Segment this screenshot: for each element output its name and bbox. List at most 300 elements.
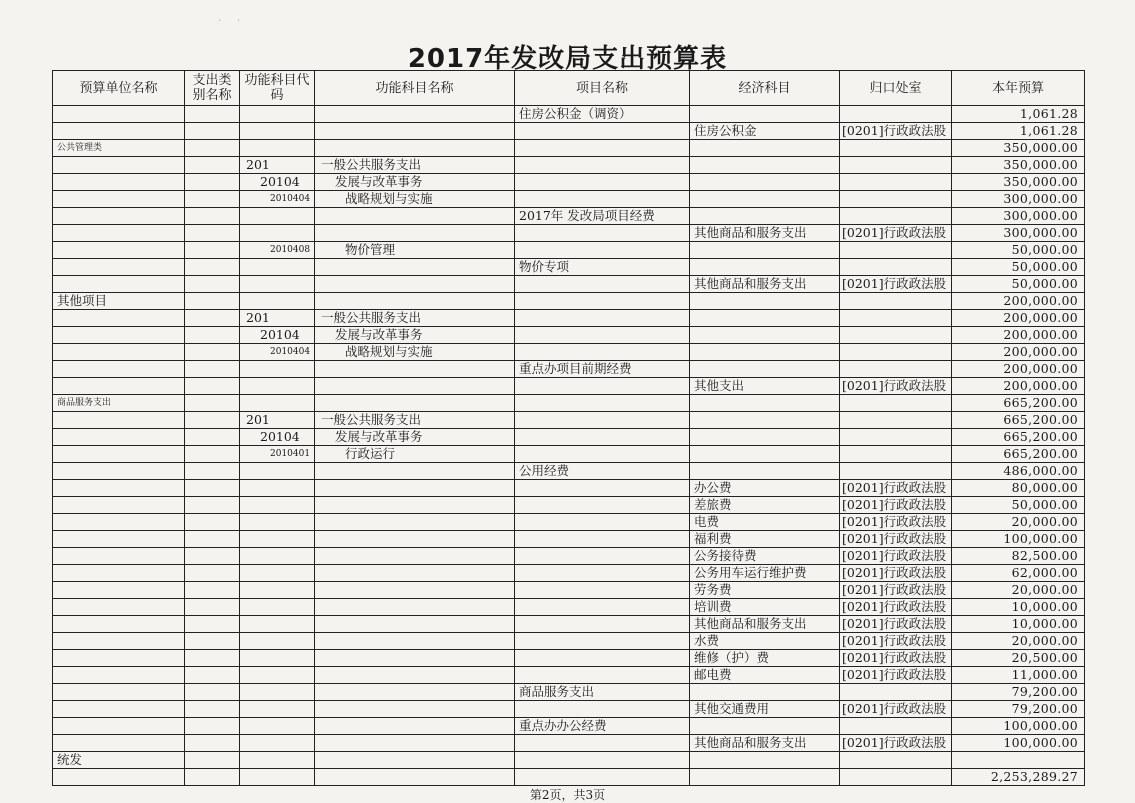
cell-unit: 商品服务支出 [53, 395, 185, 412]
cell-category [185, 429, 240, 446]
cell-unit [53, 616, 185, 633]
cell-budget: 350,000.00 [952, 140, 1085, 157]
cell-department [840, 412, 952, 429]
cell-budget: 300,000.00 [952, 191, 1085, 208]
cell-code: 2010401 [240, 446, 315, 463]
cell-project: 重点办项目前期经费 [515, 361, 690, 378]
cell-project [515, 429, 690, 446]
table-row [53, 650, 1085, 667]
cell-department: [0201]行政政法股 [840, 497, 952, 514]
table-row [53, 599, 1085, 616]
cell-category [185, 259, 240, 276]
cell-function-name [315, 548, 515, 565]
cell-unit [53, 276, 185, 293]
cell-department: [0201]行政政法股 [840, 565, 952, 582]
cell-function-name [315, 650, 515, 667]
cell-function-name [315, 106, 515, 123]
cell-category [185, 412, 240, 429]
cell-code [240, 752, 315, 769]
table-row [53, 497, 1085, 514]
cell-budget: 11,000.00 [952, 667, 1085, 684]
cell-unit [53, 446, 185, 463]
table-row [53, 429, 1085, 446]
cell-category [185, 361, 240, 378]
cell-code [240, 514, 315, 531]
cell-department: [0201]行政政法股 [840, 378, 952, 395]
cell-function-name [315, 599, 515, 616]
cell-category [185, 395, 240, 412]
cell-unit [53, 361, 185, 378]
cell-function-name [315, 123, 515, 140]
cell-code [240, 633, 315, 650]
cell-category [185, 735, 240, 752]
cell-unit [53, 174, 185, 191]
cell-code [240, 361, 315, 378]
cell-function-name [315, 395, 515, 412]
cell-code: 20104 [240, 327, 315, 344]
cell-unit [53, 684, 185, 701]
cell-code: 2010404 [240, 344, 315, 361]
col-header-budget: 本年预算 [952, 71, 1085, 106]
cell-unit [53, 242, 185, 259]
cell-category [185, 174, 240, 191]
cell-category [185, 531, 240, 548]
cell-budget: 100,000.00 [952, 531, 1085, 548]
cell-function-name [315, 735, 515, 752]
cell-unit: 统发 [53, 752, 185, 769]
cell-unit [53, 718, 185, 735]
cell-code [240, 378, 315, 395]
cell-economic [690, 412, 840, 429]
cell-code [240, 735, 315, 752]
table-row [53, 616, 1085, 633]
cell-code [240, 616, 315, 633]
cell-unit [53, 259, 185, 276]
cell-function-name: 发展与改革事务 [315, 429, 515, 446]
cell-unit [53, 497, 185, 514]
cell-code [240, 293, 315, 310]
table-row [53, 191, 1085, 208]
cell-unit [53, 191, 185, 208]
cell-function-name [315, 633, 515, 650]
cell-unit [53, 412, 185, 429]
cell-unit [53, 378, 185, 395]
cell-project [515, 514, 690, 531]
cell-function-name [315, 616, 515, 633]
cell-budget: 50,000.00 [952, 497, 1085, 514]
table-row [53, 361, 1085, 378]
cell-code: 2010408 [240, 242, 315, 259]
cell-project [515, 599, 690, 616]
page-footer: 第2页，共3页 [529, 788, 606, 802]
cell-budget: 50,000.00 [952, 259, 1085, 276]
cell-function-name [315, 701, 515, 718]
cell-department [840, 208, 952, 225]
table-row [53, 769, 1085, 786]
cell-budget: 200,000.00 [952, 310, 1085, 327]
cell-department [840, 769, 952, 786]
cell-code [240, 480, 315, 497]
cell-category [185, 378, 240, 395]
cell-function-name [315, 361, 515, 378]
cell-category [185, 633, 240, 650]
cell-project: 商品服务支出 [515, 684, 690, 701]
cell-category [185, 582, 240, 599]
cell-economic [690, 361, 840, 378]
cell-code [240, 140, 315, 157]
cell-function-name [315, 378, 515, 395]
cell-project [515, 650, 690, 667]
cell-unit [53, 225, 185, 242]
cell-project [515, 616, 690, 633]
cell-category [185, 718, 240, 735]
cell-function-name [315, 208, 515, 225]
cell-department [840, 174, 952, 191]
cell-economic: 其他支出 [690, 378, 840, 395]
cell-function-name [315, 463, 515, 480]
cell-function-name [315, 565, 515, 582]
cell-department [840, 259, 952, 276]
cell-function-name: 一般公共服务支出 [315, 412, 515, 429]
cell-category [185, 548, 240, 565]
cell-unit: 其他项目 [53, 293, 185, 310]
table-row [53, 344, 1085, 361]
cell-department: [0201]行政政法股 [840, 599, 952, 616]
cell-code [240, 769, 315, 786]
cell-economic: 差旅费 [690, 497, 840, 514]
col-header-category: 支出类别名称 [185, 71, 240, 106]
table-row [53, 735, 1085, 752]
cell-project [515, 378, 690, 395]
cell-unit [53, 327, 185, 344]
cell-department [840, 429, 952, 446]
cell-category [185, 191, 240, 208]
table-row [53, 480, 1085, 497]
cell-unit [53, 514, 185, 531]
cell-project [515, 242, 690, 259]
cell-category [185, 463, 240, 480]
cell-department [840, 752, 952, 769]
cell-code [240, 667, 315, 684]
cell-function-name [315, 582, 515, 599]
cell-budget: 2,253,289.27 [952, 769, 1085, 786]
cell-project [515, 174, 690, 191]
cell-economic: 其他商品和服务支出 [690, 225, 840, 242]
cell-code [240, 565, 315, 582]
cell-budget: 100,000.00 [952, 735, 1085, 752]
cell-code [240, 123, 315, 140]
cell-project: 住房公积金（调资） [515, 106, 690, 123]
cell-project [515, 582, 690, 599]
table-row [53, 310, 1085, 327]
cell-unit [53, 531, 185, 548]
cell-budget: 10,000.00 [952, 616, 1085, 633]
cell-budget: 20,500.00 [952, 650, 1085, 667]
cell-category [185, 497, 240, 514]
cell-code [240, 497, 315, 514]
table-row [53, 718, 1085, 735]
cell-budget: 200,000.00 [952, 293, 1085, 310]
cell-code: 20104 [240, 174, 315, 191]
cell-budget: 350,000.00 [952, 174, 1085, 191]
table-row [53, 531, 1085, 548]
cell-code: 201 [240, 412, 315, 429]
cell-unit [53, 123, 185, 140]
cell-budget: 10,000.00 [952, 599, 1085, 616]
cell-project [515, 191, 690, 208]
cell-department [840, 463, 952, 480]
cell-unit [53, 157, 185, 174]
cell-function-name [315, 293, 515, 310]
table-body [53, 106, 1085, 786]
cell-category [185, 327, 240, 344]
cell-budget: 62,000.00 [952, 565, 1085, 582]
col-header-unit: 预算单位名称 [53, 71, 185, 106]
cell-economic [690, 106, 840, 123]
budget-table [52, 70, 1085, 786]
cell-category [185, 752, 240, 769]
table-row [53, 242, 1085, 259]
cell-department [840, 191, 952, 208]
table-row [53, 174, 1085, 191]
cell-department: [0201]行政政法股 [840, 123, 952, 140]
cell-budget: 80,000.00 [952, 480, 1085, 497]
cell-unit [53, 599, 185, 616]
cell-economic: 培训费 [690, 599, 840, 616]
cell-economic [690, 446, 840, 463]
cell-function-name: 发展与改革事务 [315, 174, 515, 191]
cell-budget: 300,000.00 [952, 225, 1085, 242]
cell-project [515, 225, 690, 242]
cell-category [185, 310, 240, 327]
cell-code [240, 106, 315, 123]
cell-code [240, 582, 315, 599]
cell-category [185, 293, 240, 310]
cell-unit: 公共管理类 [53, 140, 185, 157]
cell-function-name [315, 531, 515, 548]
scan-mark: · · [218, 14, 247, 27]
cell-code [240, 718, 315, 735]
cell-project [515, 327, 690, 344]
cell-project [515, 701, 690, 718]
cell-function-name [315, 752, 515, 769]
cell-department: [0201]行政政法股 [840, 667, 952, 684]
cell-economic: 其他交通费用 [690, 701, 840, 718]
cell-code: 201 [240, 310, 315, 327]
cell-category [185, 599, 240, 616]
cell-code [240, 650, 315, 667]
cell-category [185, 565, 240, 582]
cell-budget: 486,000.00 [952, 463, 1085, 480]
cell-category [185, 123, 240, 140]
cell-function-name [315, 480, 515, 497]
cell-function-name: 行政运行 [315, 446, 515, 463]
cell-project [515, 123, 690, 140]
cell-department [840, 446, 952, 463]
cell-department: [0201]行政政法股 [840, 514, 952, 531]
cell-economic: 办公费 [690, 480, 840, 497]
cell-economic [690, 140, 840, 157]
cell-project [515, 497, 690, 514]
cell-project [515, 480, 690, 497]
table-row [53, 378, 1085, 395]
cell-category [185, 684, 240, 701]
cell-function-name: 发展与改革事务 [315, 327, 515, 344]
header-row [53, 71, 1085, 106]
cell-category [185, 667, 240, 684]
cell-project: 2017年 发改局项目经费 [515, 208, 690, 225]
cell-economic [690, 208, 840, 225]
cell-department: [0201]行政政法股 [840, 548, 952, 565]
cell-budget: 20,000.00 [952, 633, 1085, 650]
cell-economic: 维修（护）费 [690, 650, 840, 667]
cell-function-name [315, 225, 515, 242]
cell-budget: 79,200.00 [952, 701, 1085, 718]
cell-category [185, 140, 240, 157]
cell-department [840, 344, 952, 361]
cell-economic: 其他商品和服务支出 [690, 735, 840, 752]
cell-project [515, 140, 690, 157]
table-row [53, 667, 1085, 684]
cell-department [840, 293, 952, 310]
cell-budget: 665,200.00 [952, 446, 1085, 463]
table-row [53, 208, 1085, 225]
cell-department: [0201]行政政法股 [840, 582, 952, 599]
cell-category [185, 650, 240, 667]
cell-budget: 200,000.00 [952, 378, 1085, 395]
cell-department: [0201]行政政法股 [840, 701, 952, 718]
table-row [53, 565, 1085, 582]
cell-budget: 200,000.00 [952, 361, 1085, 378]
cell-economic [690, 310, 840, 327]
cell-function-name: 一般公共服务支出 [315, 310, 515, 327]
cell-function-name [315, 718, 515, 735]
cell-budget: 665,200.00 [952, 429, 1085, 446]
cell-project: 公用经费 [515, 463, 690, 480]
cell-function-name [315, 259, 515, 276]
cell-economic [690, 769, 840, 786]
cell-category [185, 276, 240, 293]
cell-category [185, 208, 240, 225]
cell-project [515, 157, 690, 174]
col-header-economic: 经济科目 [690, 71, 840, 106]
cell-economic [690, 463, 840, 480]
table-row [53, 752, 1085, 769]
cell-code [240, 208, 315, 225]
page-title: 2017年发改局支出预算表 [407, 44, 728, 74]
cell-department [840, 718, 952, 735]
cell-code [240, 684, 315, 701]
cell-budget: 200,000.00 [952, 344, 1085, 361]
table-row [53, 514, 1085, 531]
cell-project: 物价专项 [515, 259, 690, 276]
cell-unit [53, 310, 185, 327]
cell-project [515, 548, 690, 565]
cell-function-name: 战略规划与实施 [315, 344, 515, 361]
cell-project [515, 310, 690, 327]
cell-project [515, 531, 690, 548]
cell-category [185, 514, 240, 531]
cell-unit [53, 565, 185, 582]
table-row [53, 412, 1085, 429]
col-header-project: 项目名称 [515, 71, 690, 106]
cell-department: [0201]行政政法股 [840, 650, 952, 667]
cell-department [840, 242, 952, 259]
cell-code [240, 395, 315, 412]
cell-code [240, 463, 315, 480]
cell-function-name: 一般公共服务支出 [315, 157, 515, 174]
cell-budget: 20,000.00 [952, 514, 1085, 531]
cell-economic [690, 718, 840, 735]
cell-economic: 公务接待费 [690, 548, 840, 565]
cell-function-name [315, 667, 515, 684]
col-header-function-name: 功能科目名称 [315, 71, 515, 106]
cell-budget: 1,061.28 [952, 106, 1085, 123]
cell-economic [690, 684, 840, 701]
cell-department: [0201]行政政法股 [840, 531, 952, 548]
cell-code [240, 225, 315, 242]
cell-budget [952, 752, 1085, 769]
table-row [53, 106, 1085, 123]
cell-function-name [315, 140, 515, 157]
cell-budget: 665,200.00 [952, 412, 1085, 429]
cell-function-name [315, 514, 515, 531]
table-row [53, 582, 1085, 599]
cell-unit [53, 701, 185, 718]
cell-project [515, 565, 690, 582]
table-row [53, 293, 1085, 310]
cell-unit [53, 463, 185, 480]
cell-code: 20104 [240, 429, 315, 446]
table-row [53, 276, 1085, 293]
cell-economic [690, 327, 840, 344]
cell-project [515, 395, 690, 412]
cell-unit [53, 480, 185, 497]
cell-budget: 20,000.00 [952, 582, 1085, 599]
cell-department [840, 395, 952, 412]
cell-economic [690, 157, 840, 174]
cell-department: [0201]行政政法股 [840, 735, 952, 752]
cell-project [515, 344, 690, 361]
cell-category [185, 106, 240, 123]
table-row [53, 463, 1085, 480]
cell-department [840, 684, 952, 701]
cell-budget: 200,000.00 [952, 327, 1085, 344]
cell-economic: 公务用车运行维护费 [690, 565, 840, 582]
cell-project [515, 633, 690, 650]
cell-economic: 福利费 [690, 531, 840, 548]
table-row [53, 140, 1085, 157]
cell-economic: 电费 [690, 514, 840, 531]
cell-budget: 100,000.00 [952, 718, 1085, 735]
table-row [53, 123, 1085, 140]
cell-unit [53, 344, 185, 361]
table-row [53, 259, 1085, 276]
cell-budget: 50,000.00 [952, 276, 1085, 293]
cell-budget: 300,000.00 [952, 208, 1085, 225]
cell-department: [0201]行政政法股 [840, 225, 952, 242]
cell-department [840, 157, 952, 174]
cell-economic [690, 344, 840, 361]
cell-economic [690, 174, 840, 191]
cell-department [840, 106, 952, 123]
cell-economic: 劳务费 [690, 582, 840, 599]
cell-project [515, 412, 690, 429]
cell-category [185, 242, 240, 259]
cell-category [185, 701, 240, 718]
cell-unit [53, 106, 185, 123]
cell-category [185, 616, 240, 633]
